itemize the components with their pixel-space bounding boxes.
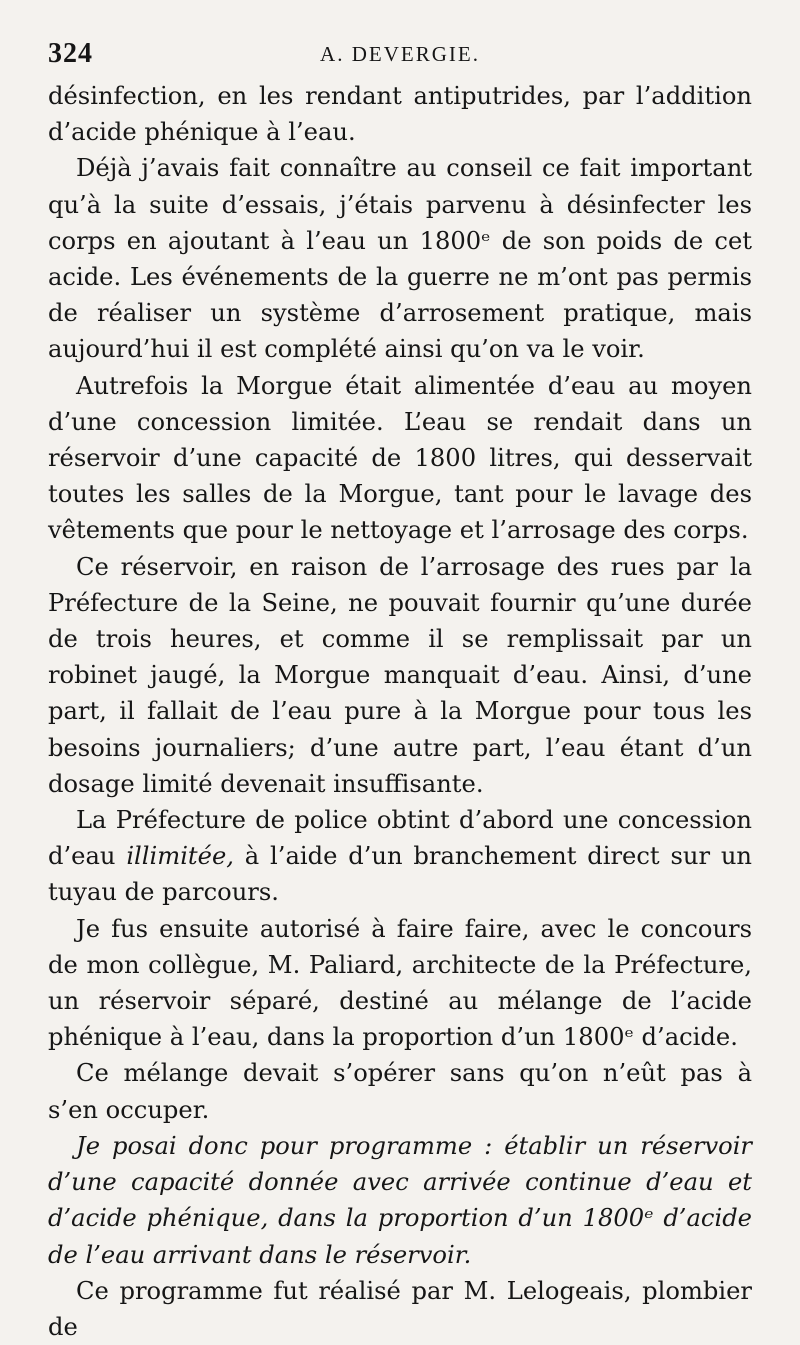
paragraph: Ce mélange devait s’opérer sans qu’on n’eût pas à s’en occuper. (48, 1059, 752, 1124)
running-head: A. DEVERGIE. (320, 42, 480, 66)
paragraph: Ce programme fut réalisé par M. Lelogeais, plombier de (48, 1276, 752, 1341)
paragraph-text: à l’aide d’un branchement direct sur un tuyau de parcours. (48, 842, 752, 907)
body-text (48, 78, 752, 1345)
paragraph-text: La Préfecture de police obtint d’abord une concession d’eau (48, 806, 752, 871)
italic-paragraph: Je posai donc pour programme : établir un réservoir d’une capacité donnée avec arrivée continue d’eau et d’acide phénique, dans la proportion d’un 1800ᵉ d’acide de l’eau arrivant dans le réservoir. (48, 1131, 752, 1269)
paragraph: Déjà j’avais fait connaître au conseil ce fait important qu’à la suite d’essais, j’étais parvenu à désinfecter les corps en ajoutant à l’eau un 1800ᵉ de son poids de cet acide. Les événements de la guerre ne m’ont pas permis de réaliser un système d’arrosement pratique, mais aujourd’hui il est complété ainsi qu’on va le voir. (48, 154, 752, 364)
paragraph: désinfection, en les rendant antiputrides, par l’addition d’acide phénique à l’eau. (48, 82, 752, 147)
paragraph: Ce réservoir, en raison de l’arrosage des rues par la Préfecture de la Seine, ne pouvait fournir qu’une durée de trois heures, et comme il se remplissait par un robinet jaugé, la Morgue manquait d’eau. Ainsi, d’une part, il fallait de l’eau pure à la Morgue pour tous les besoins journaliers; d’une autre part, l’eau étant d’un dosage limité devenait insuffisante. (48, 552, 752, 798)
emphasis-text: illimitée, (126, 842, 234, 871)
page-number: 324 (48, 38, 93, 69)
paragraph (48, 802, 752, 911)
page-header (48, 34, 752, 78)
paragraph: Je fus ensuite autorisé à faire faire, avec le concours de mon collègue, M. Paliard, architecte de la Préfecture, un réservoir séparé, destiné au mélange de l’acide phénique à l’eau, dans la proportion d’un 1800ᵉ d’acide. (48, 914, 752, 1052)
paragraph: Autrefois la Morgue était alimentée d’eau au moyen d’une concession limitée. L’eau se rendait dans un réservoir d’une capacité de 1800 litres, qui desservait toutes les salles de la Morgue, tant pour le lavage des vêtements que pour le nettoyage et l’arrosage des corps. (48, 371, 752, 545)
